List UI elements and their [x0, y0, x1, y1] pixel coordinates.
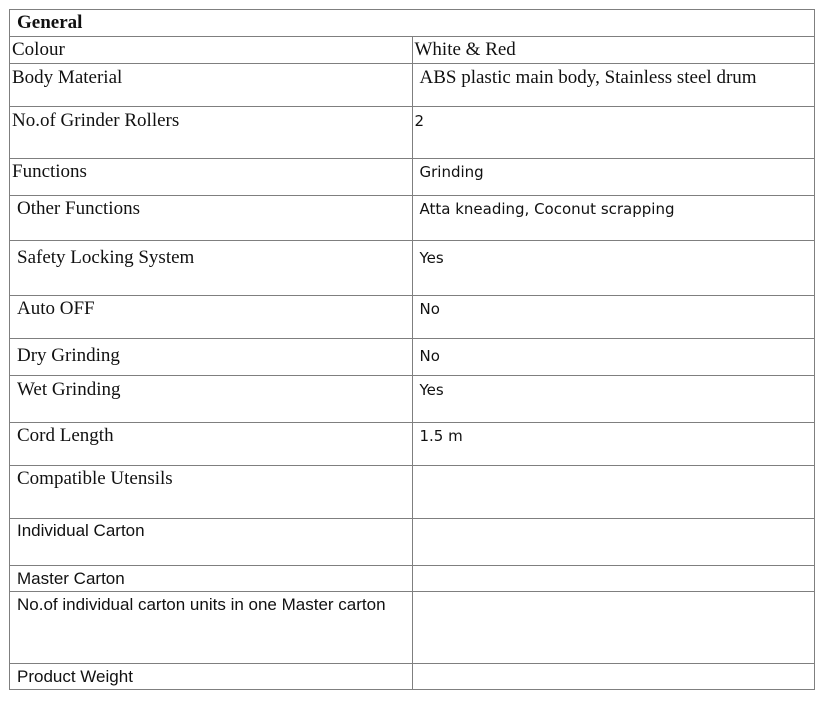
spec-label: Body Material: [10, 64, 413, 107]
spec-row: [10, 37, 815, 64]
spec-value: 1.5 m: [412, 423, 815, 466]
spec-row: [10, 592, 815, 664]
spec-label: No.of Grinder Rollers: [10, 107, 413, 159]
spec-label: Master Carton: [10, 566, 413, 592]
spec-value: Grinding: [412, 159, 815, 196]
spec-label: Other Functions: [10, 196, 413, 241]
spec-row: [10, 339, 815, 376]
spec-row: [10, 296, 815, 339]
spec-row: [10, 196, 815, 241]
spec-label: Cord Length: [10, 423, 413, 466]
spec-row: [10, 241, 815, 296]
spec-label: Compatible Utensils: [10, 466, 413, 519]
spec-row: [10, 519, 815, 566]
spec-row: [10, 423, 815, 466]
spec-value: Yes: [412, 241, 815, 296]
spec-row: [10, 376, 815, 423]
spec-value: Yes: [412, 376, 815, 423]
spec-row: [10, 466, 815, 519]
header-row: [10, 10, 815, 37]
spec-label: Safety Locking System: [10, 241, 413, 296]
spec-row: [10, 64, 815, 107]
spec-label: No.of individual carton units in one Master carton: [10, 592, 413, 664]
spec-row: [10, 664, 815, 690]
spec-label: Colour: [10, 37, 413, 64]
spec-value: Atta kneading, Coconut scrapping: [412, 196, 815, 241]
spec-label: Wet Grinding: [10, 376, 413, 423]
spec-value: No: [412, 339, 815, 376]
spec-table: [9, 9, 815, 690]
spec-label: Individual Carton: [10, 519, 413, 566]
spec-label: Product Weight: [10, 664, 413, 690]
spec-value: White & Red: [412, 37, 815, 64]
spec-value: No: [412, 296, 815, 339]
section-title: General: [10, 10, 815, 37]
spec-value: [412, 519, 815, 566]
spec-label: Functions: [10, 159, 413, 196]
spec-row: [10, 159, 815, 196]
spec-value: 2: [412, 107, 815, 159]
spec-row: [10, 566, 815, 592]
spec-row: [10, 107, 815, 159]
spec-label: Dry Grinding: [10, 339, 413, 376]
spec-value: [412, 592, 815, 664]
spec-value: [412, 466, 815, 519]
spec-value: ABS plastic main body, Stainless steel drum: [412, 64, 815, 107]
spec-label: Auto OFF: [10, 296, 413, 339]
spec-value: [412, 566, 815, 592]
spec-value: [412, 664, 815, 690]
